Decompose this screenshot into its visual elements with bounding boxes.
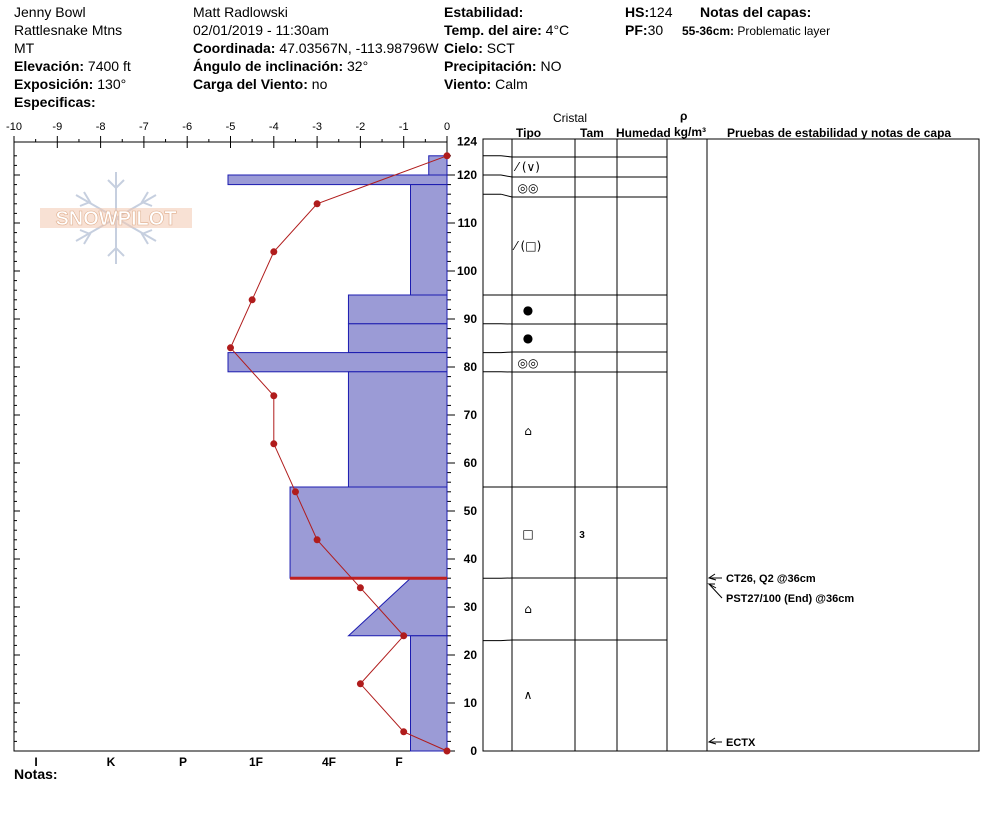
density-symbol: ρ [680, 109, 688, 123]
hardness-axis-label: K [106, 755, 116, 769]
height-tick-label: 110 [457, 216, 477, 230]
aspect-label: Exposición: [14, 76, 94, 92]
hs-label: HS: [625, 4, 650, 20]
temperature-point [270, 248, 277, 255]
hardness-layer [348, 372, 447, 487]
temperature-point [357, 680, 364, 687]
temperature-point [227, 344, 234, 351]
humedad-header: Humedad [616, 126, 671, 140]
wind-load-value: no [311, 76, 328, 92]
hardness-axis-label: P [178, 755, 188, 769]
wind-label: Viento: [444, 76, 492, 92]
height-top-label: 124 [456, 134, 477, 149]
layer-note-text: Problematic layer [737, 24, 831, 38]
notes-label: Notas: [14, 766, 58, 782]
precip-value: NO [540, 58, 562, 74]
location-line-2: Rattlesnake Mtns [14, 22, 123, 38]
observer-name: Matt Radlowski [193, 4, 288, 20]
temp-tick-label: -5 [225, 121, 236, 133]
stability-label: Estabilidad: [444, 4, 524, 20]
grain-type-symbol: ◎◎ [517, 356, 539, 370]
height-tick-label: 100 [456, 264, 477, 278]
elevation-label: Elevación: [14, 58, 85, 74]
height-tick-label: 90 [463, 312, 477, 326]
pf-label: PF: [625, 22, 648, 38]
height-tick-label: 20 [463, 648, 477, 662]
height-tick-label: 50 [463, 504, 477, 518]
height-tick-label: 60 [463, 456, 477, 470]
hardness-layer [411, 636, 448, 751]
temp-tick-label: -2 [355, 121, 366, 133]
wind-load-label: Carga del Viento: [193, 76, 308, 92]
temperature-point [400, 728, 407, 735]
layer-notes-label: Notas del capas: [700, 4, 812, 20]
precip-label: Precipitación: [444, 58, 537, 74]
stability-test-note: CT26, Q2 @36cm [726, 573, 816, 585]
temperature-point [292, 488, 299, 495]
temperature-point [400, 632, 407, 639]
tests-header: Pruebas de estabilidad y notas de capa [727, 126, 952, 140]
temp-tick-label: -6 [182, 121, 193, 133]
hardness-layer [411, 185, 448, 295]
temperature-point [270, 392, 277, 399]
temp-tick-label: -10 [6, 121, 22, 133]
tam-header: Tam [580, 126, 604, 140]
temp-tick-label: -8 [95, 121, 106, 133]
elevation-value: 7400 ft [87, 58, 131, 74]
hardness-axis-label: 4F [321, 755, 337, 769]
temperature-point [314, 536, 321, 543]
layer-connector-slant [501, 640, 512, 641]
grain-type-symbol: ⁄ (□) [514, 239, 542, 253]
grain-type-symbol: ⌂ [524, 424, 532, 438]
temperature-point [270, 440, 277, 447]
stability-test-note: ECTX [726, 737, 756, 749]
height-tick-label: 80 [463, 360, 477, 374]
incline-value: 32° [347, 58, 369, 74]
hardness-axis-label: F [395, 755, 403, 769]
layer-connector-slant [501, 194, 512, 197]
temp-tick-label: -4 [268, 121, 279, 133]
height-tick-label: 0 [470, 744, 477, 758]
temp-tick-label: -9 [52, 121, 63, 133]
pf-value: 30 [647, 22, 664, 38]
wind-value: Calm [495, 76, 528, 92]
specifics-label: Especificas: [14, 94, 96, 110]
height-tick-label: 10 [463, 696, 477, 710]
stability-test-note: PST27/100 (End) @36cm [726, 593, 855, 605]
temperature-point [249, 296, 256, 303]
coordinate-label: Coordinada: [193, 40, 276, 56]
grain-type-symbol: ⁄ (∨) [516, 160, 540, 174]
hs-value: 124 [649, 4, 673, 20]
grain-size-value: 3 [579, 530, 585, 541]
hardness-layer [228, 175, 447, 185]
incline-label: Ángulo de inclinación: [193, 58, 344, 74]
aspect-value: 130° [97, 76, 127, 92]
temperature-point [444, 748, 451, 755]
temp-tick-label: 0 [443, 121, 451, 133]
temperature-point [314, 200, 321, 207]
temperature-point [357, 584, 364, 591]
height-tick-label: 70 [463, 408, 477, 422]
layer-connector-slant [501, 352, 512, 353]
grain-type-symbol: ● [522, 303, 534, 317]
layer-table-frame [483, 139, 979, 751]
air-temp-value: 4°C [545, 22, 570, 38]
hardness-layer [348, 295, 447, 324]
location-line-3: MT [14, 40, 35, 56]
sky-label: Cielo: [444, 40, 483, 56]
observation-datetime: 02/01/2019 - 11:30am [193, 22, 329, 38]
grain-type-symbol: ⌂ [524, 602, 532, 616]
height-tick-label: 30 [463, 600, 477, 614]
temperature-point [444, 152, 451, 159]
hardness-axis-label: 1F [248, 755, 264, 769]
grain-type-symbol: ◎◎ [517, 181, 539, 195]
hardness-layer [228, 353, 447, 372]
location-line-1: Jenny Bowl [14, 4, 86, 20]
sky-value: SCT [486, 40, 515, 56]
air-temp-label: Temp. del aire: [444, 22, 542, 38]
grain-type-symbol: ● [522, 331, 534, 345]
grain-type-symbol: □ [522, 527, 534, 541]
layer-connector-slant [501, 156, 512, 157]
layer-note-range: 55-36cm: [682, 24, 735, 38]
test-arrow-head [709, 574, 716, 580]
temp-tick-label: -7 [139, 121, 149, 133]
cristal-header: Cristal [553, 111, 588, 125]
tipo-header: Tipo [516, 126, 542, 140]
test-pointer [709, 584, 722, 598]
density-unit: kg/m³ [674, 125, 707, 139]
grain-type-symbol: ∧ [523, 688, 533, 702]
hardness-layer [348, 324, 447, 353]
test-arrow-head [709, 738, 716, 744]
height-tick-label: 40 [463, 552, 477, 566]
hardness-axis-label: I [34, 755, 38, 769]
height-tick-label: 120 [456, 168, 477, 182]
temp-tick-label: -3 [312, 121, 322, 133]
temp-tick-label: -1 [398, 121, 409, 133]
logo-wordmark: SNOWPILOT [55, 208, 177, 230]
coordinate-value: 47.03567N, -113.98796W [279, 40, 439, 56]
layer-connector-slant [501, 175, 512, 177]
